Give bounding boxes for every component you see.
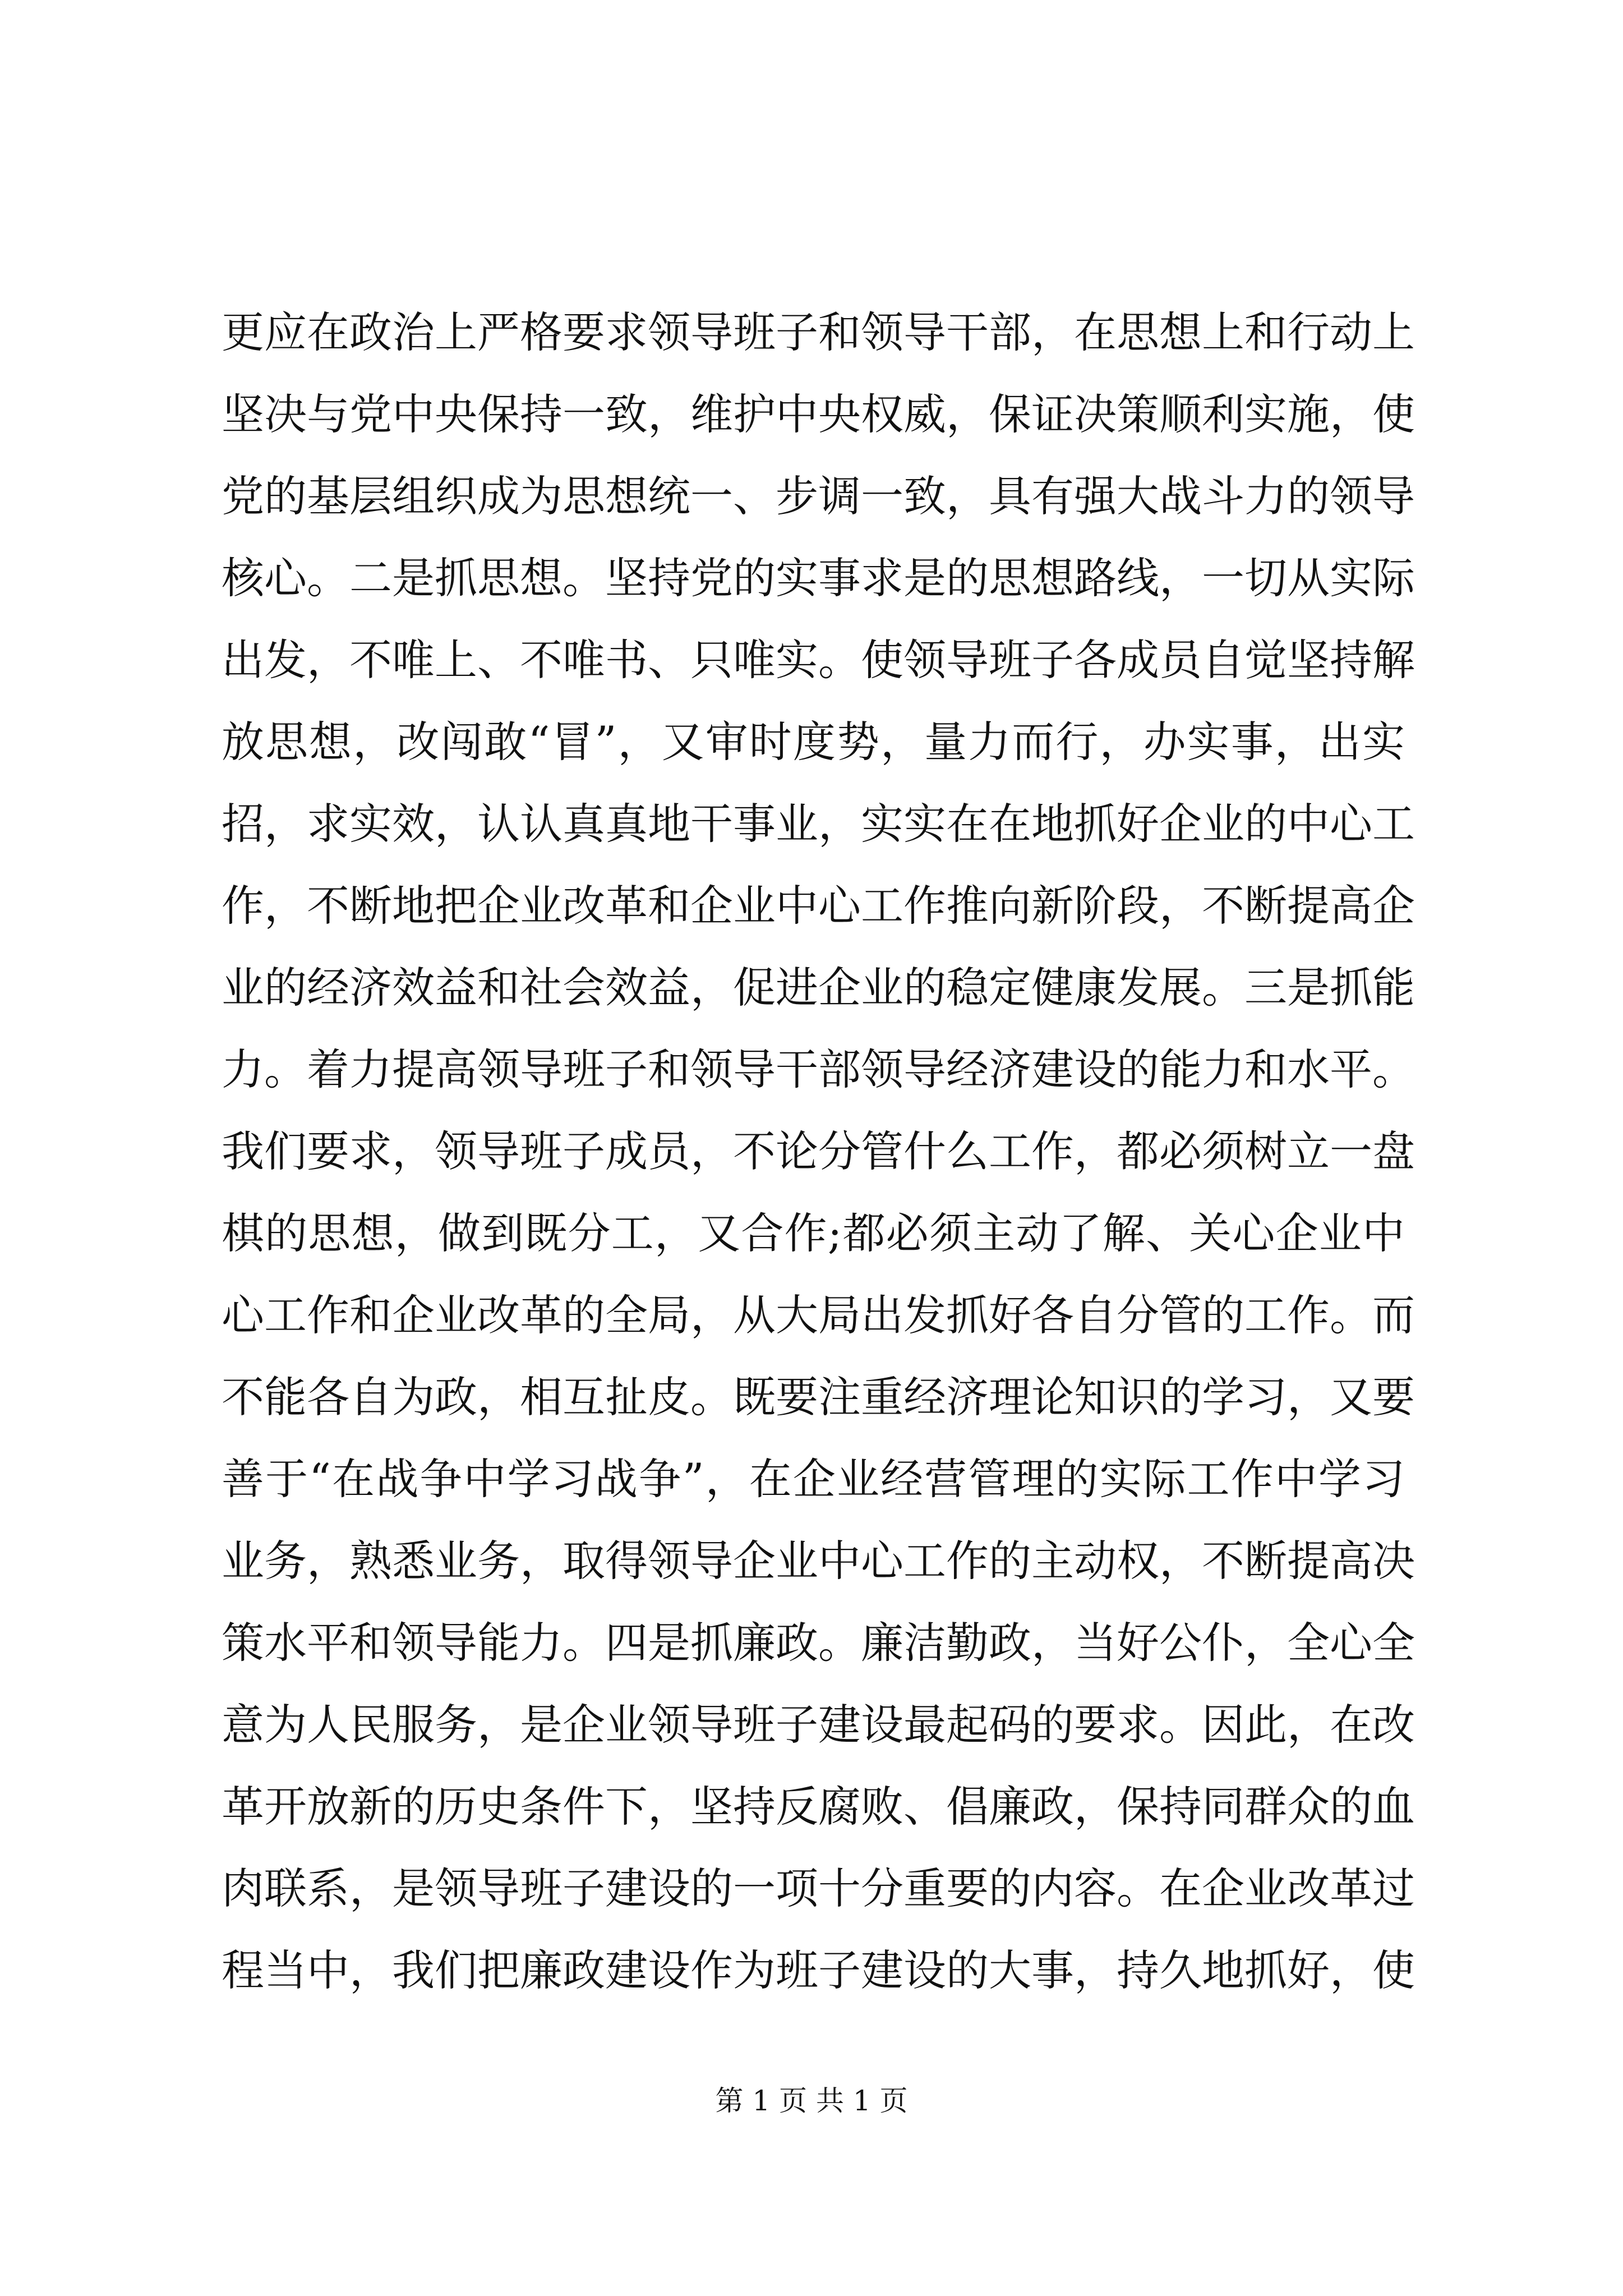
text-line: 我们要求，领导班子成员，不论分管什么工作，都必须树立一盘 <box>222 1126 1415 1176</box>
text-line: 放思想，改闯敢“冒”，又审时度势，量力而行，办实事，出实 <box>222 717 1405 767</box>
text-line: 业务，熟悉业务，取得领导企业中心工作的主动权，不断提高决 <box>222 1536 1415 1586</box>
text-line: 力。着力提高领导班子和领导干部领导经济建设的能力和水平。 <box>222 1045 1415 1094</box>
text-line: 业的经济效益和社会效益，促进企业的稳定健康发展。三是抓能 <box>222 963 1415 1013</box>
text-line: 更应在政治上严格要求领导班子和领导干部，在思想上和行动上 <box>222 307 1415 357</box>
text-line: 招，求实效，认认真真地干事业，实实在在地抓好企业的中心工 <box>222 799 1415 849</box>
text-line: 心工作和企业改革的全局，从大局出发抓好各自分管的工作。而 <box>222 1290 1415 1340</box>
text-line: 善于“在战争中学习战争”，在企业经营管理的实际工作中学习 <box>222 1454 1405 1504</box>
text-line: 党的基层组织成为思想统一、步调一致，具有强大战斗力的领导 <box>222 471 1415 521</box>
body-text <box>222 292 1415 2012</box>
text-line: 作，不断地把企业改革和企业中心工作推向新阶段，不断提高企 <box>222 881 1415 931</box>
page-footer: 第 1 页 共 1 页 <box>715 2085 908 2117</box>
text-line: 革开放新的历史条件下，坚持反腐败、倡廉政，保持同群众的血 <box>222 1782 1415 1832</box>
text-line: 意为人民服务，是企业领导班子建设最起码的要求。因此，在改 <box>222 1700 1415 1750</box>
text-line: 核心。二是抓思想。坚持党的实事求是的思想路线，一切从实际 <box>222 553 1415 603</box>
text-line: 程当中，我们把廉政建设作为班子建设的大事，持久地抓好，使 <box>222 1945 1415 1995</box>
text-line: 棋的思想，做到既分工，又合作;都必须主动了解、关心企业中 <box>222 1208 1405 1258</box>
text-line: 肉联系，是领导班子建设的一项十分重要的内容。在企业改革过 <box>222 1864 1415 1913</box>
text-line: 坚决与党中央保持一致，维护中央权威，保证决策顺利实施，使 <box>222 389 1415 439</box>
text-line: 策水平和领导能力。四是抓廉政。廉洁勤政，当好公仆，全心全 <box>222 1618 1415 1668</box>
text-line: 不能各自为政，相互扯皮。既要注重经济理论知识的学习，又要 <box>222 1372 1415 1422</box>
text-line: 出发，不唯上、不唯书、只唯实。使领导班子各成员自觉坚持解 <box>222 635 1415 685</box>
